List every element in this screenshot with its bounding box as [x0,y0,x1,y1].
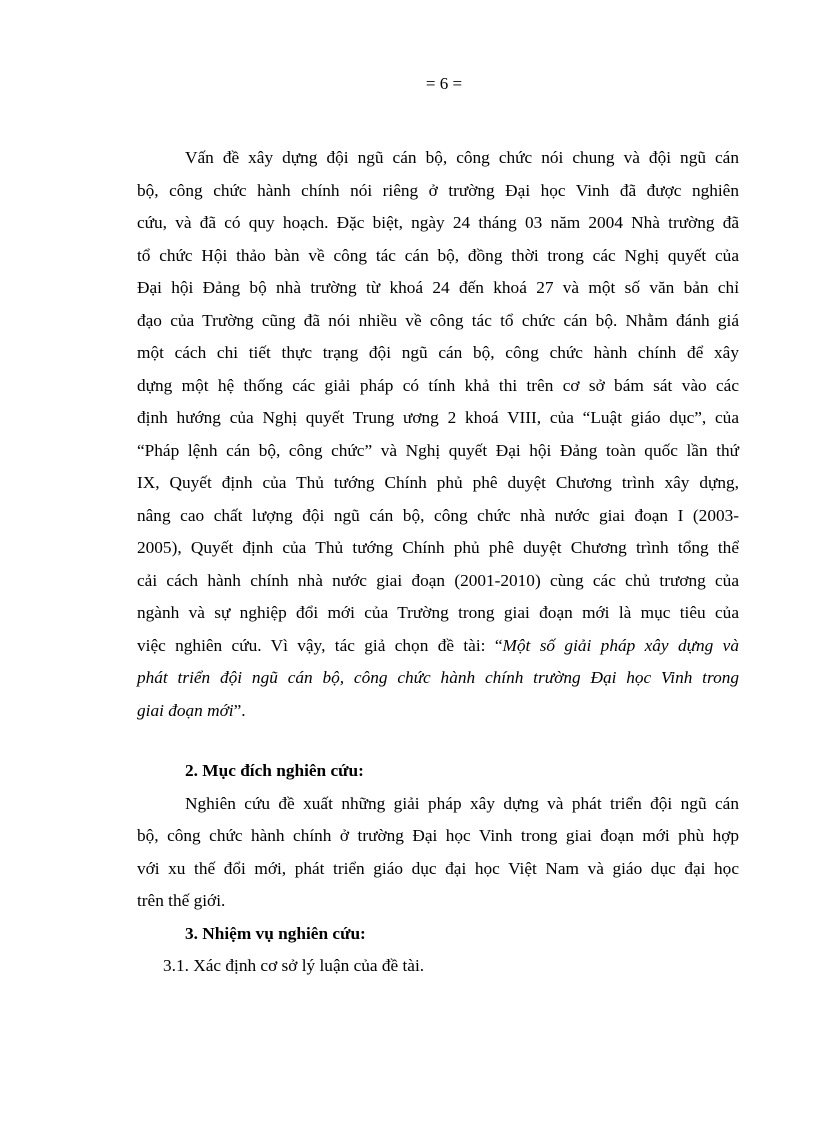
paragraph1-line: Vấn đề xây dựng đội ngũ cán bộ, công chức nói chung và đội ngũ cán [185,148,739,167]
paragraph1-line [137,701,739,721]
section2-line: bộ, công chức hành chính ở trường Đại học Vinh trong giai đoạn mới phù hợp [137,826,739,845]
paragraph1-line: nâng cao chất lượng đội ngũ cán bộ, công chức nhà nước giai đoạn I (2003- [137,506,739,525]
section2-line: Nghiên cứu đề xuất những giải pháp xây dựng và phát triển đội ngũ cán [185,794,739,813]
paragraph1-line: cải cách hành chính nhà nước giai đoạn (2001-2010) cùng các chủ trương của [137,571,739,590]
paragraph1-line: “Pháp lệnh cán bộ, công chức” và Nghị quyết Đại hội Đảng toàn quốc lần thứ [137,441,739,460]
paragraph1-line: ngành và sự nghiệp đổi mới của Trường trong giai đoạn mới là mục tiêu của [137,603,739,622]
paragraph1-line: dựng một hệ thống các giải pháp có tính khả thi trên cơ sở bám sát vào các [137,376,739,395]
paragraph1-tail-suffix: ”. [233,701,246,720]
thesis-title-part2: phát triển đội ngũ cán bộ, công chức hành chính trường Đại học Vinh trong [137,668,739,687]
thesis-title-part1: Một số giải pháp xây dựng và [502,636,739,655]
section2-line: với xu thế đổi mới, phát triển giáo dục đại học Việt Nam và giáo dục đại học [137,859,739,878]
paragraph1-line: bộ, công chức hành chính nói riêng ở trường Đại học Vinh đã được nghiên [137,181,739,200]
paragraph1-line: một cách chi tiết thực trạng đội ngũ cán bộ, công chức hành chính để xây [137,343,739,362]
paragraph1-line: Đại hội Đảng bộ nhà trường từ khoá 24 đến khoá 27 và một số văn bản chỉ [137,278,739,297]
paragraph1-line: IX, Quyết định của Thủ tướng Chính phủ phê duyệt Chương trình xây dựng, [137,473,739,492]
section2-heading: 2. Mục đích nghiên cứu: [185,761,364,780]
paragraph1-line: 2005), Quyết định của Thủ tướng Chính phủ phê duyệt Chương trình tổng thể [137,538,739,557]
section3-item: 3.1. Xác định cơ sở lý luận của đề tài. [163,956,425,975]
thesis-title-part3: giai đoạn mới [137,701,234,720]
section2-line: trên thế giới. [137,891,226,910]
paragraph1-tail-prefix: việc nghiên cứu. Vì vậy, tác giả chọn đề tài: “ [137,636,503,655]
paragraph1-line: tổ chức Hội thảo bàn về công tác cán bộ, đồng thời trong các Nghị quyết của [137,246,739,265]
paragraph1-line: cứu, và đã có quy hoạch. Đặc biệt, ngày 24 tháng 03 năm 2004 Nhà trường đã [137,213,739,232]
paragraph1-line: định hướng của Nghị quyết Trung ương 2 khoá VIII, của “Luật giáo dục”, của [137,408,739,427]
paragraph1-line: đạo của Trường cũng đã nói nhiều về công tác tổ chức cán bộ. Nhằm đánh giá [137,311,739,330]
page-number: = 6 = [425,74,463,93]
paragraph1-line [137,636,739,656]
section3-heading: 3. Nhiệm vụ nghiên cứu: [185,924,366,943]
